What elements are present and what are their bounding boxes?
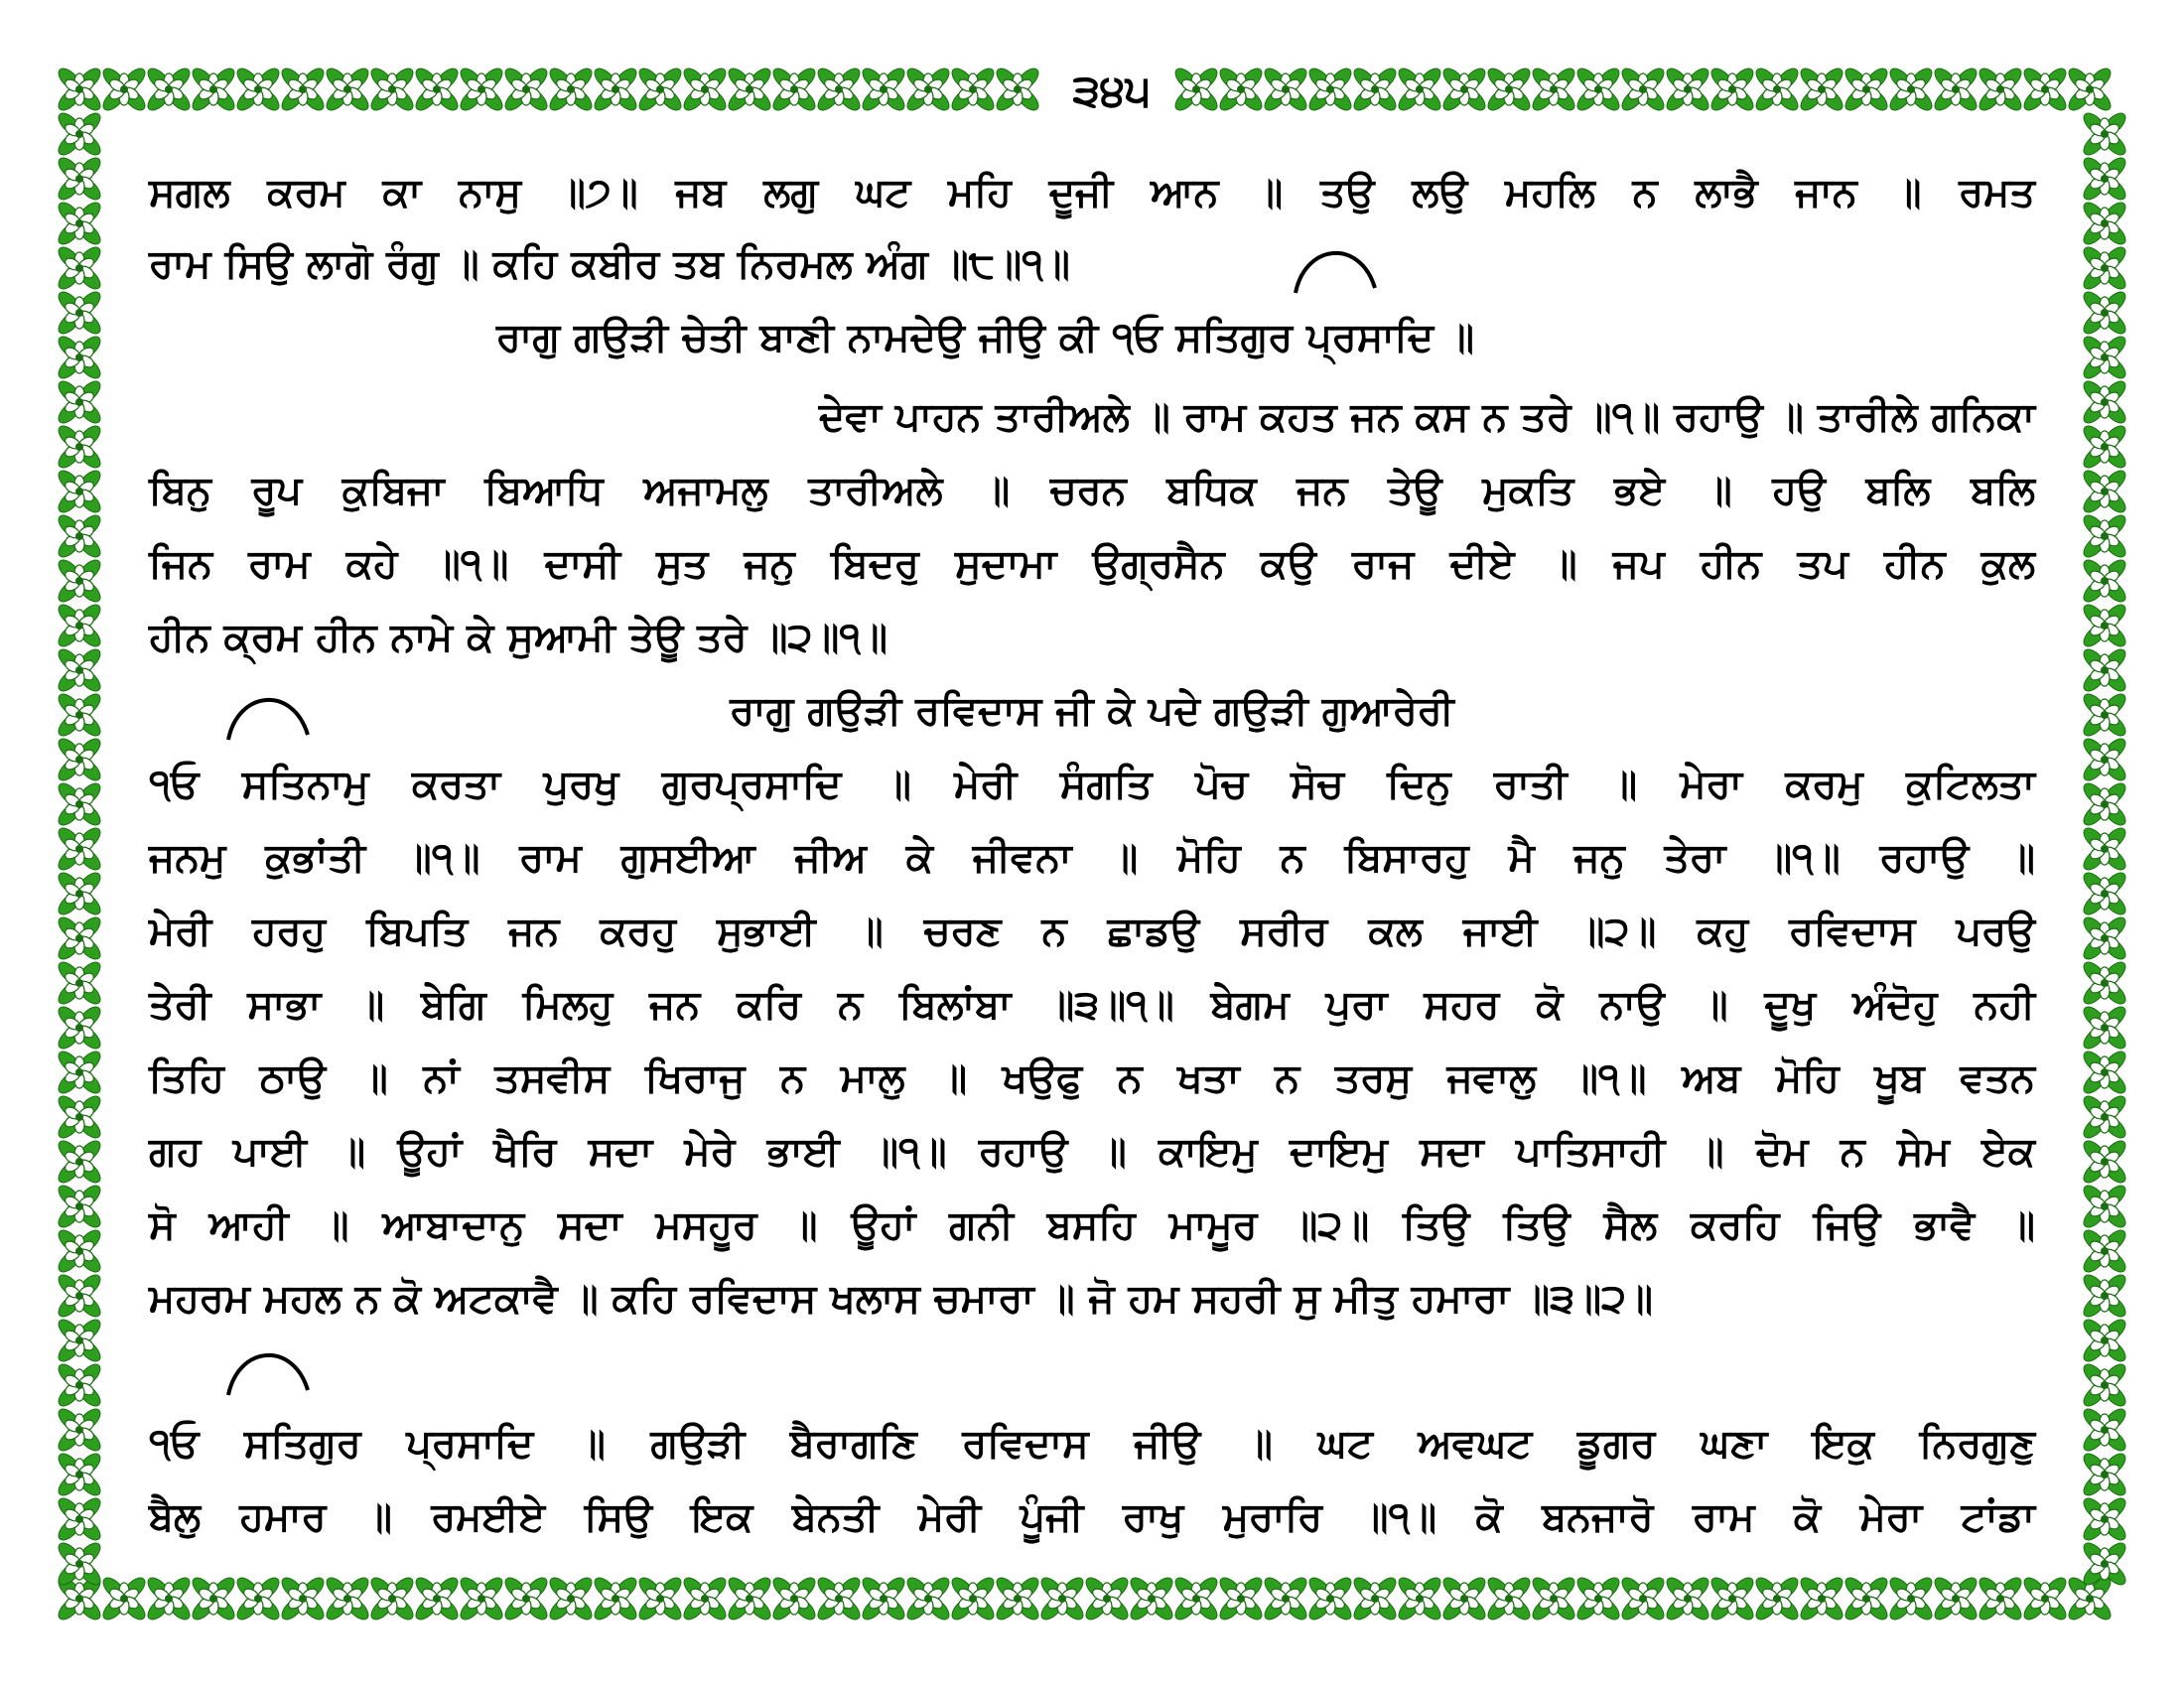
border-flower-motif bbox=[55, 645, 103, 694]
border-flower-motif bbox=[2080, 1405, 2128, 1454]
border-flower-motif bbox=[1707, 1574, 1756, 1622]
border-flower-motif bbox=[1618, 1574, 1667, 1622]
border-flower-motif bbox=[457, 1574, 505, 1622]
border-flower-motif bbox=[278, 1574, 327, 1622]
border-flower-motif bbox=[323, 1574, 371, 1622]
border-flower-motif bbox=[1573, 65, 1622, 113]
text-line-4: ਦੇਵਾ ਪਾਹਨ ਤਾਰੀਅਲੇ ॥ ਰਾਮ ਕਹਤ ਜਨ ਕਸ ਨ ਤਰੇ ॥੧॥ ਰਹਾਉ ॥ ਤਾਰੀਲੇ ਗਨਿਕਾ bbox=[818, 394, 2035, 440]
border-flower-motif bbox=[55, 1574, 103, 1622]
border-flower-motif bbox=[55, 1048, 103, 1096]
border-flower-motif bbox=[2080, 467, 2128, 515]
text-line-6: ਜਿਨ ਰਾਮ ਕਹੇ ॥੧॥ ਦਾਸੀ ਸੁਤ ਜਨੁ ਬਿਦਰੁ ਸੁਦਾਮਾ ਉਗ੍ਰਸੈਨ ਕਉ ਰਾਜ ਦੀਏ ॥ ਜਪ ਹੀਨ ਤਪ ਹੀਨ ਕੁਲ bbox=[149, 541, 2035, 587]
border-flower-motif bbox=[1261, 1574, 1309, 1622]
border-flower-motif bbox=[2080, 1226, 2128, 1275]
border-flower-motif bbox=[680, 65, 729, 113]
border-flower-motif bbox=[2020, 65, 2069, 113]
border-flower-motif bbox=[1216, 1574, 1265, 1622]
border-flower-motif bbox=[2020, 1574, 2069, 1622]
border-flower-motif bbox=[1752, 65, 1801, 113]
border-flower-motif bbox=[55, 1494, 103, 1543]
text-line-11: ਮੇਰੀ ਹਰਹੁ ਬਿਪਤਿ ਜਨ ਕਰਹੁ ਸੁਭਾਈ ॥ ਚਰਣ ਨ ਛਾਡਉ ਸਰੀਰ ਕਲ ਜਾਈ ॥੨॥ ਕਹੁ ਰਵਿਦਾਸ ਪਰਉ bbox=[149, 909, 2035, 954]
border-flower-motif bbox=[2080, 779, 2128, 828]
border-flower-motif bbox=[1484, 1574, 1533, 1622]
border-flower-motif bbox=[903, 65, 952, 113]
border-flower-motif bbox=[144, 1574, 193, 1622]
border-flower-motif bbox=[1886, 1574, 1935, 1622]
border-flower-motif bbox=[55, 511, 103, 560]
text-line-18: ਬੈਲੁ ਹਮਾਰ ॥ ਰਮਈਏ ਸਿਉ ਇਕ ਬੇਨਤੀ ਮੇਰੀ ਪੂੰਜੀ ਰਾਖੁ ਮੁਰਾਰਿ ॥੧॥ ਕੋ ਬਨਜਾਰੋ ਰਾਮ ਕੋ ਮੇਰਾ ਟਾਂਡਾ bbox=[149, 1494, 2035, 1540]
border-flower-motif bbox=[55, 467, 103, 515]
border-flower-motif bbox=[2080, 1271, 2128, 1320]
border-flower-motif bbox=[233, 65, 282, 113]
border-flower-motif bbox=[1171, 1574, 1220, 1622]
border-flower-motif bbox=[1931, 1574, 1979, 1622]
border-flower-motif bbox=[55, 199, 103, 247]
border-flower-motif bbox=[55, 1003, 103, 1052]
border-flower-motif bbox=[2080, 154, 2128, 203]
border-flower-motif bbox=[2080, 333, 2128, 381]
border-flower-motif bbox=[680, 1574, 729, 1622]
border-flower-motif bbox=[769, 65, 818, 113]
border-flower-motif bbox=[1484, 65, 1533, 113]
border-flower-motif bbox=[2080, 914, 2128, 962]
border-flower-motif bbox=[2065, 65, 2114, 113]
border-flower-motif bbox=[323, 65, 371, 113]
border-flower-motif bbox=[189, 1574, 237, 1622]
border-flower-motif bbox=[501, 65, 550, 113]
border-flower-motif bbox=[55, 422, 103, 471]
text-line-12: ਤੇਰੀ ਸਾਭਾ ॥ ਬੇਗਿ ਮਿਲਹੁ ਜਨ ਕਰਿ ਨ ਬਿਲਾਂਬਾ ॥੩॥੧॥ ਬੇਗਮ ਪੁਰਾ ਸਹਰ ਕੋ ਨਾਉ ॥ ਦੂਖੁ ਅੰਦੋਹੁ ਨਹੀ bbox=[149, 982, 2035, 1028]
border-flower-motif bbox=[1886, 65, 1935, 113]
border-flower-motif bbox=[55, 1316, 103, 1364]
text-line-7: ਹੀਨ ਕ੍ਰਮ ਹੀਨ ਨਾਮੇ ਕੇ ਸੁਆਮੀ ਤੇਊ ਤਰੇ ॥੨॥੧॥ bbox=[149, 615, 887, 660]
border-flower-motif bbox=[2080, 422, 2128, 471]
border-flower-motif bbox=[1037, 1574, 1086, 1622]
border-flower-motif bbox=[1842, 1574, 1890, 1622]
border-flower-motif bbox=[2080, 288, 2128, 337]
text-line-9: ੧ਓ ਸਤਿਨਾਮੁ ਕਰਤਾ ਪੁਰਖੁ ਗੁਰਪ੍ਰਸਾਦਿ ॥ ਮੇਰੀ ਸੰਗਤਿ ਪੋਚ ਸੋਚ ਦਿਨੁ ਰਾਤੀ ॥ ਮੇਰਾ ਕਰਮੁ ਕੁਟਿਲਤਾ bbox=[149, 762, 2035, 807]
border-flower-motif bbox=[2080, 556, 2128, 605]
border-flower-motif bbox=[1350, 65, 1399, 113]
text-line-16: ਮਹਰਮ ਮਹਲ ਨ ਕੋ ਅਟਕਾਵੈ ॥ ਕਹਿ ਰਵਿਦਾਸ ਖਲਾਸ ਚਮਾਰਾ ॥ ਜੋ ਹਮ ਸਹਰੀ ਸੁ ਮੀਤੁ ਹਮਾਰਾ ॥੩॥੨॥ bbox=[149, 1276, 1653, 1322]
border-flower-motif bbox=[412, 65, 461, 113]
border-flower-motif bbox=[55, 735, 103, 783]
border-flower-motif bbox=[1797, 65, 1845, 113]
border-flower-motif bbox=[2080, 1316, 2128, 1364]
border-flower-motif bbox=[1439, 65, 1488, 113]
border-flower-motif bbox=[725, 1574, 773, 1622]
border-flower-motif bbox=[144, 65, 193, 113]
border-flower-motif bbox=[1752, 1574, 1801, 1622]
border-flower-motif bbox=[1797, 1574, 1845, 1622]
border-flower-motif bbox=[635, 65, 684, 113]
border-flower-motif bbox=[993, 65, 1041, 113]
border-flower-motif bbox=[635, 1574, 684, 1622]
border-flower-motif bbox=[546, 1574, 595, 1622]
border-flower-motif bbox=[55, 690, 103, 739]
border-flower-motif bbox=[55, 1360, 103, 1409]
border-flower-motif bbox=[2080, 869, 2128, 917]
border-flower-motif bbox=[1618, 65, 1667, 113]
border-flower-motif bbox=[1127, 1574, 1175, 1622]
border-flower-motif bbox=[412, 1574, 461, 1622]
text-line-5: ਬਿਨੁ ਰੂਪ ਕੁਬਿਜਾ ਬਿਆਧਿ ਅਜਾਮਲੁ ਤਾਰੀਅਲੇ ॥ ਚਰਨ ਬਧਿਕ ਜਨ ਤੇਊ ਮੁਕਤਿ ਭਏ ॥ ਹਉ ਬਲਿ ਬਲਿ bbox=[149, 468, 2035, 513]
border-flower-motif bbox=[2080, 109, 2128, 158]
border-flower-motif bbox=[1261, 65, 1309, 113]
border-flower-motif bbox=[55, 601, 103, 649]
text-line-1: ਸਗਲ ਕਰਮ ਕਾ ਨਾਸੁ ॥੭॥ ਜਬ ਲਗੁ ਘਟ ਮਹਿ ਦੂਜੀ ਆਨ ॥ ਤਉ ਲਉ ਮਹਲਿ ਨ ਲਾਭੈ ਜਾਨ ॥ ਰਮਤ bbox=[149, 170, 2035, 215]
border-flower-motif bbox=[55, 556, 103, 605]
border-flower-motif bbox=[1529, 65, 1577, 113]
border-flower-motif bbox=[903, 1574, 952, 1622]
border-flower-motif bbox=[1395, 65, 1443, 113]
border-flower-motif bbox=[55, 1539, 103, 1588]
border-flower-motif bbox=[55, 1405, 103, 1454]
border-flower-motif bbox=[2065, 1574, 2114, 1622]
border-flower-motif bbox=[2080, 958, 2128, 1007]
border-flower-motif bbox=[2080, 1360, 2128, 1409]
border-flower-motif bbox=[55, 333, 103, 381]
text-line-17: ੧ਓ ਸਤਿਗੁਰ ਪ੍ਰਸਾਦਿ ॥ ਗਉੜੀ ਬੈਰਾਗਣਿ ਰਵਿਦਾਸ ਜੀਉ ॥ ਘਟ ਅਵਘਟ ਡੂਗਰ ਘਣਾ ਇਕੁ ਨਿਰਗੁਣੁ bbox=[149, 1421, 2035, 1467]
border-flower-motif bbox=[1663, 1574, 1711, 1622]
border-flower-motif bbox=[2080, 1539, 2128, 1588]
border-flower-motif bbox=[2080, 1182, 2128, 1230]
border-flower-motif bbox=[2080, 1450, 2128, 1498]
border-flower-motif bbox=[55, 1137, 103, 1186]
border-flower-motif bbox=[814, 65, 863, 113]
border-flower-motif bbox=[55, 109, 103, 158]
border-flower-motif bbox=[591, 65, 639, 113]
border-flower-motif bbox=[859, 1574, 907, 1622]
border-flower-motif bbox=[1395, 1574, 1443, 1622]
border-flower-motif bbox=[1082, 1574, 1131, 1622]
border-flower-motif bbox=[2080, 377, 2128, 426]
border-flower-motif bbox=[993, 1574, 1041, 1622]
border-flower-motif bbox=[457, 65, 505, 113]
border-flower-motif bbox=[55, 779, 103, 828]
border-flower-motif bbox=[2080, 601, 2128, 649]
border-flower-motif bbox=[725, 65, 773, 113]
border-flower-motif bbox=[501, 1574, 550, 1622]
heading-nāmdev: ਰਾਗੁ ਗਉੜੀ ਚੇਤੀ ਬਾਣੀ ਨਾਮਦੇਉ ਜੀਉ ਕੀ ੧ਓ ਸਤਿਗੁਰ ਪ੍ਰਸਾਦਿ ॥ bbox=[496, 315, 1475, 360]
border-flower-motif bbox=[367, 1574, 416, 1622]
border-flower-motif bbox=[1976, 1574, 2024, 1622]
border-flower-motif bbox=[55, 1271, 103, 1320]
border-flower-motif bbox=[948, 1574, 997, 1622]
border-flower-motif bbox=[2080, 243, 2128, 292]
border-flower-motif bbox=[1573, 1574, 1622, 1622]
heading-ravidas: ਰਾਗੁ ਗਉੜੀ ਰਵਿਦਾਸ ਜੀ ਕੇ ਪਦੇ ਗਉੜੀ ਗੁਆਰੇਰੀ bbox=[730, 688, 1454, 734]
border-flower-motif bbox=[2080, 1048, 2128, 1096]
border-flower-motif bbox=[55, 824, 103, 873]
border-flower-motif bbox=[1529, 1574, 1577, 1622]
border-flower-motif bbox=[1931, 65, 1979, 113]
border-flower-motif bbox=[55, 958, 103, 1007]
border-flower-motif bbox=[1305, 1574, 1354, 1622]
border-flower-motif bbox=[2080, 199, 2128, 247]
border-flower-motif bbox=[2080, 1003, 2128, 1052]
border-flower-motif bbox=[99, 65, 148, 113]
text-line-10: ਜਨਮੁ ਕੁਭਾਂਤੀ ॥੧॥ ਰਾਮ ਗੁਸਈਆ ਜੀਅ ਕੇ ਜੀਵਨਾ ॥ ਮੋਹਿ ਨ ਬਿਸਾਰਹੁ ਮੈ ਜਨੁ ਤੇਰਾ ॥੧॥ ਰਹਾਉ ॥ bbox=[149, 835, 2035, 881]
border-flower-motif bbox=[1305, 65, 1354, 113]
border-flower-motif bbox=[55, 869, 103, 917]
border-flower-motif bbox=[55, 1092, 103, 1141]
text-line-13: ਤਿਹਿ ਠਾਉ ॥ ਨਾਂ ਤਸਵੀਸ ਖਿਰਾਜੁ ਨ ਮਾਲੁ ॥ ਖਉਫੁ ਨ ਖਤਾ ਨ ਤਰਸੁ ਜਵਾਲੁ ॥੧॥ ਅਬ ਮੋਹਿ ਖੂਬ ਵਤਨ bbox=[149, 1055, 2035, 1101]
text-line-14: ਗਹ ਪਾਈ ॥ ਊਹਾਂ ਖੈਰਿ ਸਦਾ ਮੇਰੇ ਭਾਈ ॥੧॥ ਰਹਾਉ ॥ ਕਾਇਮੁ ਦਾਇਮੁ ਸਦਾ ਪਾਤਿਸਾਹੀ ॥ ਦੋਮ ਨ ਸੇਮ ਏਕ bbox=[149, 1129, 2035, 1175]
border-flower-motif bbox=[278, 65, 327, 113]
border-flower-motif bbox=[2080, 1137, 2128, 1186]
border-flower-motif bbox=[55, 65, 103, 113]
text-line-15: ਸੋ ਆਹੀ ॥ ਆਬਾਦਾਨੁ ਸਦਾ ਮਸਹੂਰ ॥ ਊਹਾਂ ਗਨੀ ਬਸਹਿ ਮਾਮੂਰ ॥੨॥ ਤਿਉ ਤਿਉ ਸੈਲ ਕਰਹਿ ਜਿਉ ਭਾਵੈ ॥ bbox=[149, 1202, 2035, 1248]
border-flower-motif bbox=[769, 1574, 818, 1622]
border-flower-motif bbox=[55, 377, 103, 426]
border-flower-motif bbox=[2080, 824, 2128, 873]
border-flower-motif bbox=[2080, 735, 2128, 783]
page-number: ੩੪੫ bbox=[1052, 62, 1171, 121]
border-flower-motif bbox=[2080, 511, 2128, 560]
border-flower-motif bbox=[55, 1226, 103, 1275]
text-body bbox=[149, 159, 2035, 1549]
border-flower-motif bbox=[814, 1574, 863, 1622]
border-flower-motif bbox=[1439, 1574, 1488, 1622]
border-flower-motif bbox=[1842, 65, 1890, 113]
border-flower-motif bbox=[1976, 65, 2024, 113]
text-line-2: ਰਾਮ ਸਿਉ ਲਾਗੋ ਰੰਗੁ ॥ ਕਹਿ ਕਬੀਰ ਤਬ ਨਿਰਮਲ ਅੰਗ ॥੮॥੧॥ bbox=[149, 241, 1070, 287]
border-flower-motif bbox=[859, 65, 907, 113]
border-flower-motif bbox=[55, 914, 103, 962]
border-flower-motif bbox=[233, 1574, 282, 1622]
border-flower-motif bbox=[55, 243, 103, 292]
border-flower-motif bbox=[2080, 645, 2128, 694]
border-flower-motif bbox=[591, 1574, 639, 1622]
border-flower-motif bbox=[1171, 65, 1220, 113]
border-flower-motif bbox=[55, 288, 103, 337]
border-flower-motif bbox=[2080, 1092, 2128, 1141]
border-flower-motif bbox=[1350, 1574, 1399, 1622]
border-flower-motif bbox=[1663, 65, 1711, 113]
border-flower-motif bbox=[546, 65, 595, 113]
border-flower-motif bbox=[1216, 65, 1265, 113]
border-flower-motif bbox=[2080, 1494, 2128, 1543]
border-flower-motif bbox=[99, 1574, 148, 1622]
border-flower-motif bbox=[367, 65, 416, 113]
border-flower-motif bbox=[2080, 690, 2128, 739]
border-flower-motif bbox=[189, 65, 237, 113]
border-flower-motif bbox=[55, 1450, 103, 1498]
border-flower-motif bbox=[1707, 65, 1756, 113]
border-flower-motif bbox=[948, 65, 997, 113]
border-flower-motif bbox=[55, 1182, 103, 1230]
border-flower-motif bbox=[55, 154, 103, 203]
